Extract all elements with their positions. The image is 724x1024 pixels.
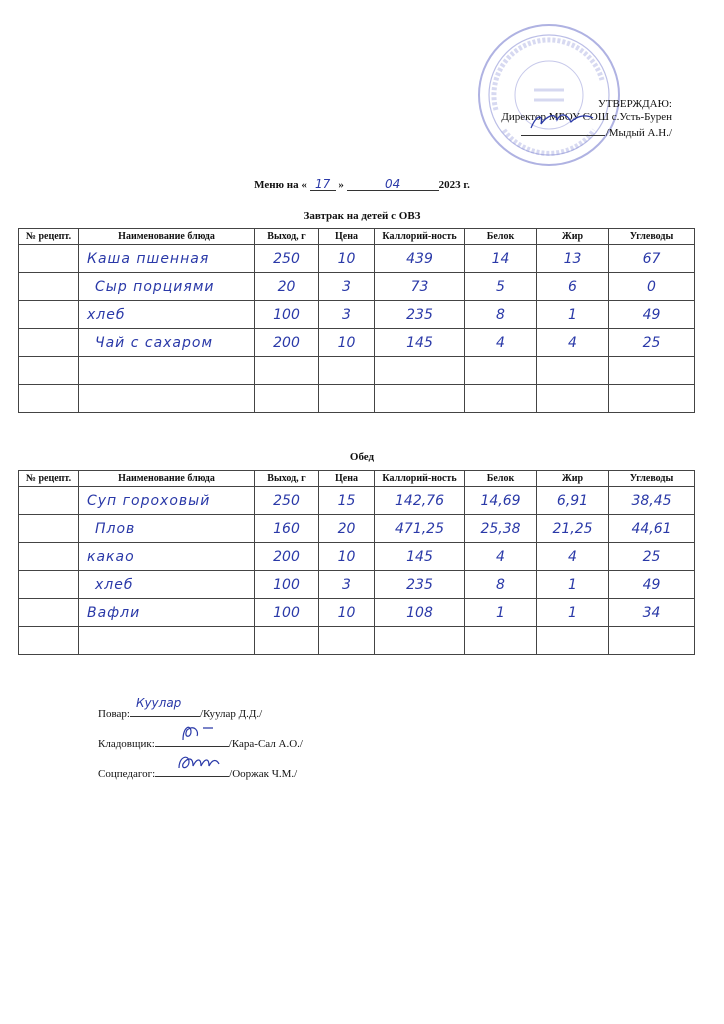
cell-fat: 4 bbox=[537, 329, 609, 357]
cell-protein: 14 bbox=[465, 245, 537, 273]
cell-output: 250 bbox=[255, 245, 319, 273]
col-calories: Каллорий-ность bbox=[375, 229, 465, 245]
cell-recipe-no bbox=[19, 543, 79, 571]
cell-dish-name: Чай с сахаром bbox=[79, 329, 255, 357]
cell-calories bbox=[375, 627, 465, 655]
menu-title-prefix: Меню на « bbox=[254, 179, 307, 191]
lunch-table bbox=[18, 470, 695, 655]
cell-output: 100 bbox=[255, 571, 319, 599]
cell-recipe-no bbox=[19, 385, 79, 413]
cell-fat bbox=[537, 627, 609, 655]
menu-month: 04 bbox=[347, 178, 439, 191]
breakfast-title: Завтрак на детей с ОВЗ bbox=[303, 210, 421, 222]
cell-output: 100 bbox=[255, 301, 319, 329]
col-dish-name: Наименование блюда bbox=[79, 229, 255, 245]
col-recipe-no: № рецепт. bbox=[19, 229, 79, 245]
table-row bbox=[19, 273, 695, 301]
cell-dish-name: хлеб bbox=[79, 571, 255, 599]
table-row bbox=[19, 245, 695, 273]
col-fat: Жир bbox=[537, 471, 609, 487]
cell-carbs: 0 bbox=[609, 273, 695, 301]
cell-carbs: 67 bbox=[609, 245, 695, 273]
cook-signature-line bbox=[130, 696, 200, 717]
approval-position: Директор МБОУ СОШ с.Усть-Бурен bbox=[501, 111, 672, 123]
cell-protein bbox=[465, 357, 537, 385]
cell-calories: 471,25 bbox=[375, 515, 465, 543]
cell-protein: 1 bbox=[465, 599, 537, 627]
cell-output bbox=[255, 627, 319, 655]
cell-carbs: 38,45 bbox=[609, 487, 695, 515]
cell-price: 10 bbox=[319, 245, 375, 273]
table-header-row bbox=[19, 229, 695, 245]
cell-output: 160 bbox=[255, 515, 319, 543]
storekeeper-name: /Кара-Сал А.О./ bbox=[228, 738, 303, 750]
col-recipe-no: № рецепт. bbox=[19, 471, 79, 487]
cell-price: 10 bbox=[319, 329, 375, 357]
table-row bbox=[19, 627, 695, 655]
cell-recipe-no bbox=[19, 571, 79, 599]
cell-price: 3 bbox=[319, 571, 375, 599]
director-name: /Мыдый А.Н./ bbox=[605, 127, 672, 139]
storekeeper-label: Кладовщик: bbox=[98, 738, 155, 750]
col-carbs: Углеводы bbox=[609, 471, 695, 487]
cell-calories: 145 bbox=[375, 329, 465, 357]
cell-carbs: 25 bbox=[609, 329, 695, 357]
cell-output bbox=[255, 357, 319, 385]
social-teacher-signature bbox=[175, 752, 221, 774]
cell-price: 3 bbox=[319, 273, 375, 301]
col-dish-name: Наименование блюда bbox=[79, 471, 255, 487]
cell-protein: 8 bbox=[465, 571, 537, 599]
cook-label: Повар: bbox=[98, 708, 130, 720]
signatures-block bbox=[98, 696, 303, 794]
cook-name: /Куулар Д.Д./ bbox=[199, 708, 263, 720]
table-row bbox=[19, 357, 695, 385]
cell-recipe-no bbox=[19, 599, 79, 627]
cell-fat: 21,25 bbox=[537, 515, 609, 543]
cell-calories: 235 bbox=[375, 301, 465, 329]
social-teacher-signature-row bbox=[98, 764, 303, 794]
col-protein: Белок bbox=[465, 471, 537, 487]
col-output: Выход, г bbox=[255, 229, 319, 245]
cell-protein bbox=[465, 627, 537, 655]
cell-fat bbox=[537, 385, 609, 413]
cell-carbs: 49 bbox=[609, 301, 695, 329]
social-teacher-label: Соцпедагог: bbox=[98, 768, 156, 780]
cell-output: 100 bbox=[255, 599, 319, 627]
table-row bbox=[19, 543, 695, 571]
cell-fat: 6 bbox=[537, 273, 609, 301]
cell-protein: 5 bbox=[465, 273, 537, 301]
storekeeper-signature-line bbox=[155, 734, 229, 747]
school-seal-stamp bbox=[474, 20, 624, 170]
breakfast-table bbox=[18, 228, 695, 413]
cell-calories: 142,76 bbox=[375, 487, 465, 515]
cell-dish-name: Сыр порциями bbox=[79, 273, 255, 301]
cell-output bbox=[255, 385, 319, 413]
cell-fat: 13 bbox=[537, 245, 609, 273]
cell-protein: 25,38 bbox=[465, 515, 537, 543]
table-row bbox=[19, 487, 695, 515]
cell-protein bbox=[465, 385, 537, 413]
table-row bbox=[19, 571, 695, 599]
cell-carbs bbox=[609, 385, 695, 413]
cell-carbs bbox=[609, 357, 695, 385]
cell-fat: 1 bbox=[537, 599, 609, 627]
menu-day: 17 bbox=[310, 178, 336, 191]
cook-signature: Куулар bbox=[135, 696, 182, 710]
cell-recipe-no bbox=[19, 627, 79, 655]
cell-dish-name: хлеб bbox=[79, 301, 255, 329]
cell-carbs: 34 bbox=[609, 599, 695, 627]
cell-calories: 108 bbox=[375, 599, 465, 627]
cell-recipe-no bbox=[19, 273, 79, 301]
menu-title-mid: » bbox=[338, 179, 344, 191]
social-teacher-name: /Ооржак Ч.М./ bbox=[229, 768, 298, 780]
lunch-title: Обед bbox=[349, 451, 375, 463]
cell-output: 20 bbox=[255, 273, 319, 301]
cell-dish-name: Каша пшенная bbox=[79, 245, 255, 273]
col-price: Цена bbox=[319, 229, 375, 245]
cell-dish-name bbox=[79, 385, 255, 413]
col-output: Выход, г bbox=[255, 471, 319, 487]
table-row bbox=[19, 515, 695, 543]
cell-fat bbox=[537, 357, 609, 385]
cell-recipe-no bbox=[19, 487, 79, 515]
director-signature bbox=[527, 110, 597, 134]
social-teacher-signature-line bbox=[155, 764, 229, 777]
cell-dish-name: Вафли bbox=[79, 599, 255, 627]
menu-date-title bbox=[0, 178, 724, 191]
cell-price: 3 bbox=[319, 301, 375, 329]
cell-recipe-no bbox=[19, 329, 79, 357]
cell-price: 15 bbox=[319, 487, 375, 515]
cell-fat: 4 bbox=[537, 543, 609, 571]
cell-calories: 73 bbox=[375, 273, 465, 301]
cell-calories bbox=[375, 357, 465, 385]
cell-price bbox=[319, 627, 375, 655]
cell-recipe-no bbox=[19, 245, 79, 273]
col-calories: Каллорий-ность bbox=[375, 471, 465, 487]
cell-output: 200 bbox=[255, 543, 319, 571]
cell-fat: 1 bbox=[537, 301, 609, 329]
cell-recipe-no bbox=[19, 357, 79, 385]
cell-dish-name bbox=[79, 357, 255, 385]
cell-calories: 439 bbox=[375, 245, 465, 273]
col-protein: Белок bbox=[465, 229, 537, 245]
table-header-row bbox=[19, 471, 695, 487]
cell-price: 10 bbox=[319, 543, 375, 571]
menu-year: 2023 г. bbox=[438, 179, 470, 191]
cell-price bbox=[319, 385, 375, 413]
table-row bbox=[19, 599, 695, 627]
cell-price: 10 bbox=[319, 599, 375, 627]
cell-output: 200 bbox=[255, 329, 319, 357]
col-carbs: Углеводы bbox=[609, 229, 695, 245]
cell-output: 250 bbox=[255, 487, 319, 515]
cell-price: 20 bbox=[319, 515, 375, 543]
col-price: Цена bbox=[319, 471, 375, 487]
cell-protein: 8 bbox=[465, 301, 537, 329]
table-row bbox=[19, 301, 695, 329]
cell-protein: 14,69 bbox=[465, 487, 537, 515]
storekeeper-signature bbox=[177, 722, 217, 744]
approval-heading: УТВЕРЖДАЮ: bbox=[598, 98, 672, 110]
cell-calories: 145 bbox=[375, 543, 465, 571]
cell-recipe-no bbox=[19, 515, 79, 543]
cell-price bbox=[319, 357, 375, 385]
col-fat: Жир bbox=[537, 229, 609, 245]
cell-fat: 1 bbox=[537, 571, 609, 599]
cell-protein: 4 bbox=[465, 543, 537, 571]
director-signature-line bbox=[521, 124, 605, 136]
table-row bbox=[19, 385, 695, 413]
cell-calories bbox=[375, 385, 465, 413]
cell-protein: 4 bbox=[465, 329, 537, 357]
cell-recipe-no bbox=[19, 301, 79, 329]
approval-signature-row bbox=[501, 124, 672, 140]
cell-carbs bbox=[609, 627, 695, 655]
cell-carbs: 49 bbox=[609, 571, 695, 599]
approval-block bbox=[501, 98, 672, 140]
table-row bbox=[19, 329, 695, 357]
cell-carbs: 44,61 bbox=[609, 515, 695, 543]
cell-carbs: 25 bbox=[609, 543, 695, 571]
cell-dish-name bbox=[79, 627, 255, 655]
cell-dish-name: Плов bbox=[79, 515, 255, 543]
cell-dish-name: Суп гороховый bbox=[79, 487, 255, 515]
cell-dish-name: какао bbox=[79, 543, 255, 571]
cell-calories: 235 bbox=[375, 571, 465, 599]
cell-fat: 6,91 bbox=[537, 487, 609, 515]
